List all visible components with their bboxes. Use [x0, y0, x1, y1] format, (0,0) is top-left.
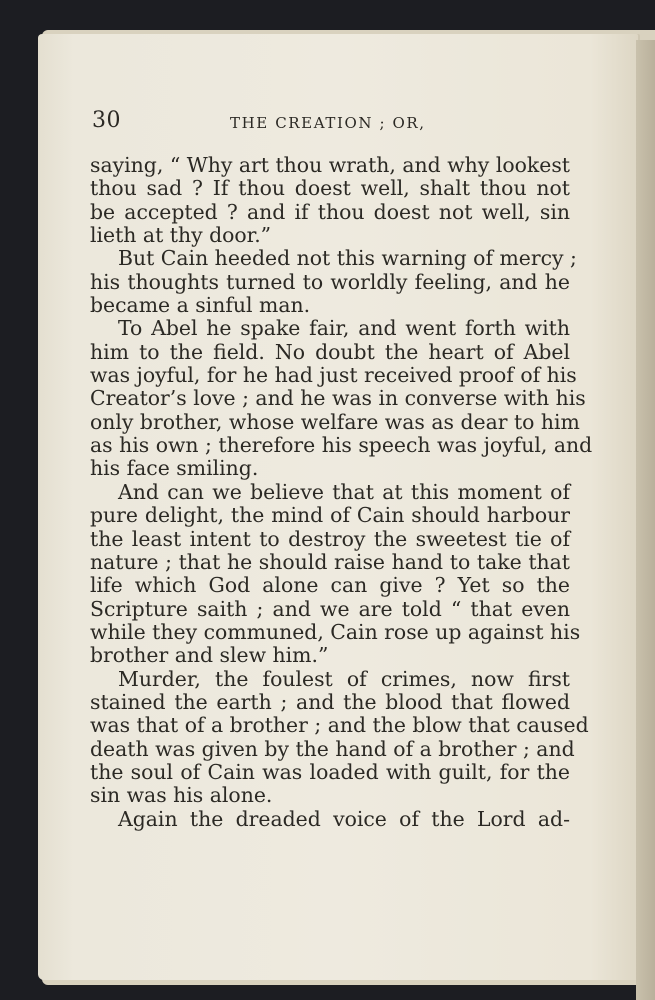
text-line: Scripture saith ; and we are told “ that even [90, 596, 570, 621]
facing-page-edge [636, 40, 655, 1000]
page-header [92, 108, 572, 138]
text-line: the least intent to destroy the sweetest tie of [90, 526, 570, 551]
text-line: only brother, whose welfare was as dear to him [90, 409, 580, 434]
text-line: pure delight, the mind of Cain should harbour [90, 503, 570, 528]
text-line: death was given by the hand of a brother ; and [90, 736, 575, 761]
text-line: sin was his alone. [90, 783, 273, 808]
text-line: the soul of Cain was loaded with guilt, for the [90, 759, 570, 784]
text-line: brother and slew him.” [90, 643, 329, 668]
running-title: THE CREATION ; OR, [230, 114, 426, 132]
text-line: was joyful, for he had just received proof of his [90, 363, 577, 388]
text-line: Again the dreaded voice of the Lord ad- [118, 806, 570, 831]
text-line: saying, “ Why art thou wrath, and why lookest [90, 153, 570, 177]
text-line: him to the field. No doubt the heart of Abel [90, 339, 570, 364]
text-line: Murder, the foulest of crimes, now first [118, 666, 570, 691]
text-line: And can we believe that at this moment of [118, 479, 570, 504]
text-line: Creator’s love ; and he was in converse with his [90, 386, 586, 411]
text-line: became a sinful man. [90, 293, 311, 318]
text-line: To Abel he spake fair, and went forth with [118, 316, 570, 341]
text-line: But Cain heeded not this warning of mercy ; [118, 246, 577, 271]
text-line: was that of a brother ; and the blow that caused [90, 713, 589, 738]
text-line: nature ; that he should raise hand to take that [90, 549, 570, 574]
text-line: life which God alone can give ? Yet so the [90, 573, 570, 598]
text-line: while they communed, Cain rose up against his [90, 619, 581, 644]
page-number: 30 [92, 108, 121, 133]
text-line: as his own ; therefore his speech was joyful, and [90, 433, 593, 458]
text-line: his face smiling. [90, 456, 259, 481]
text-line: his thoughts turned to worldly feeling, and he [90, 269, 570, 294]
text-line: thou sad ? If thou doest well, shalt thou not [90, 176, 570, 201]
text-line: lieth at thy door.” [90, 223, 272, 248]
body-text [90, 153, 593, 831]
text-line: stained the earth ; and the blood that flowed [90, 689, 570, 714]
text-line: be accepted ? and if thou doest not well, sin [90, 199, 570, 224]
